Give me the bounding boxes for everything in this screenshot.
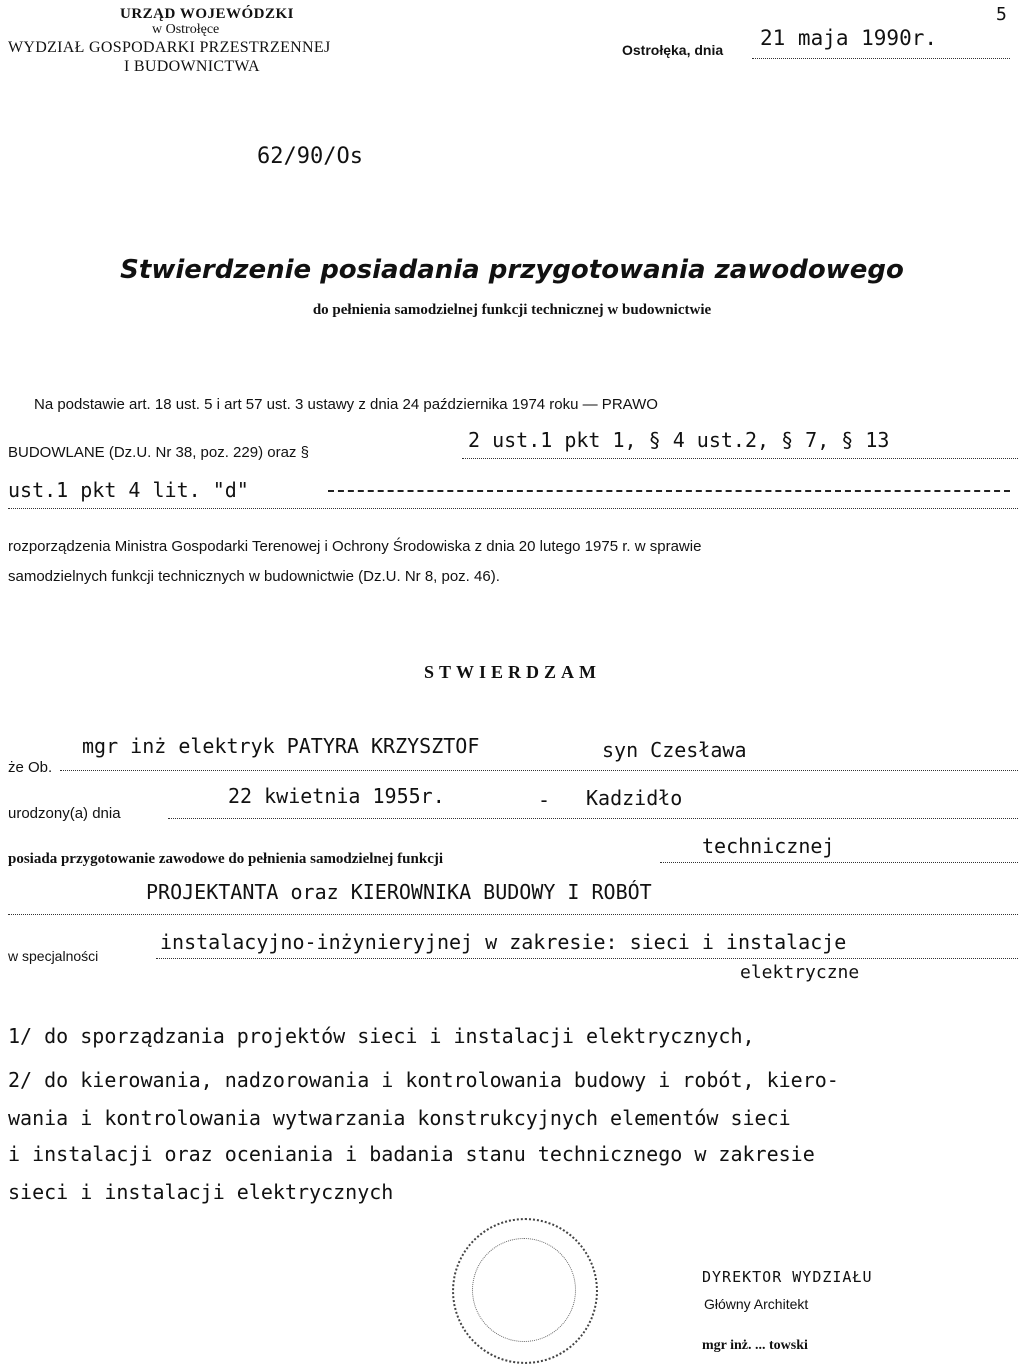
roles-line [8, 914, 1018, 915]
legal-basis-line2: BUDOWLANE (Dz.U. Nr 38, poz. 229) oraz § [8, 444, 309, 461]
specialty-cont: elektryczne [740, 962, 860, 983]
document-subtitle: do pełnienia samodzielnej funkcji technicznej w budownictwie [312, 302, 712, 318]
legal-paragraphs-cont: ust.1 pkt 4 lit. "d" [8, 478, 249, 502]
born-line [168, 818, 1018, 819]
function-type: technicznej [702, 834, 835, 858]
specialty: instalacyjno-inżynieryjnej w zakresie: sieci i instalacje [160, 930, 847, 954]
issue-date: 21 maja 1990r. [760, 26, 938, 50]
office-city: w Ostrołęce [152, 22, 220, 37]
scope-item: 2/ do kierowania, nadzorowania i kontrolowania budowy i robót, kiero- [8, 1068, 839, 1092]
legal-basis-line4: rozporządzenia Ministra Gospodarki Terenowej i Ochrony Środowiska z dnia 20 lutego 1975 r. w sprawie [8, 538, 702, 555]
person-line [60, 770, 1018, 771]
office-name: URZĄD WOJEWÓDZKI [120, 6, 294, 22]
department-name-cont: I BUDOWNICTWA [124, 58, 260, 75]
person-father: syn Czesława [602, 738, 747, 762]
stwierdzam-heading: STWIERDZAM [424, 662, 602, 682]
legal-basis-line5: samodzielnych funkcji technicznych w budownictwie (Dz.U. Nr 8, poz. 46). [8, 568, 500, 585]
signature-subtitle: Główny Architekt [704, 1296, 809, 1312]
birth-separator: - [538, 788, 551, 812]
document-title: Stwierdzenie posiadania przygotowania zawodowego [120, 255, 904, 285]
legal-basis-line1: Na podstawie art. 18 ust. 5 i art 57 ust. 3 ustawy z dnia 24 października 1974 roku — PRAWO [34, 396, 658, 413]
official-seal-icon [452, 1218, 598, 1364]
legal-line3-rule [8, 508, 1018, 509]
birthplace: Kadzidło [586, 786, 683, 810]
person-name: mgr inż elektryk PATYRA KRZYSZTOF [82, 734, 480, 758]
page-number: 5 [996, 4, 1007, 25]
signature-title: DYREKTOR WYDZIAŁU [702, 1268, 873, 1286]
scope-item: sieci i instalacji elektrycznych [8, 1180, 394, 1204]
reference-number: 62/90/Os [257, 144, 363, 169]
roles: PROJEKTANTA oraz KIEROWNIKA BUDOWY I ROBÓT [146, 880, 652, 904]
birth-date: 22 kwietnia 1955r. [228, 784, 445, 808]
place-label: Ostrołęka, dnia [622, 42, 724, 58]
specialty-label: w specjalności [8, 948, 99, 964]
specialty-line [156, 958, 1018, 959]
function-line [660, 862, 1018, 863]
scope-item: wania i kontrolowania wytwarzania konstrukcyjnych elementów sieci [8, 1106, 791, 1130]
qualification-label: posiada przygotowanie zawodowe do pełnienia samodzielnej funkcji [8, 851, 444, 867]
signature-name: mgr inż. ... towski [702, 1338, 808, 1353]
scope-item: 1/ do sporządzania projektów sieci i instalacji elektrycznych, [8, 1024, 755, 1048]
department-name: WYDZIAŁ GOSPODARKI PRZESTRZENNEJ [8, 39, 331, 56]
date-line [752, 58, 1010, 59]
dash-filler [328, 490, 1010, 492]
scope-item: i instalacji oraz oceniania i badania stanu technicznego w zakresie [8, 1142, 815, 1166]
person-label: że Ob. [8, 759, 53, 776]
legal-paragraphs: 2 ust.1 pkt 1, § 4 ust.2, § 7, § 13 [468, 428, 890, 452]
legal-paragraphs-line [462, 458, 1018, 459]
born-label: urodzony(a) dnia [8, 805, 121, 822]
